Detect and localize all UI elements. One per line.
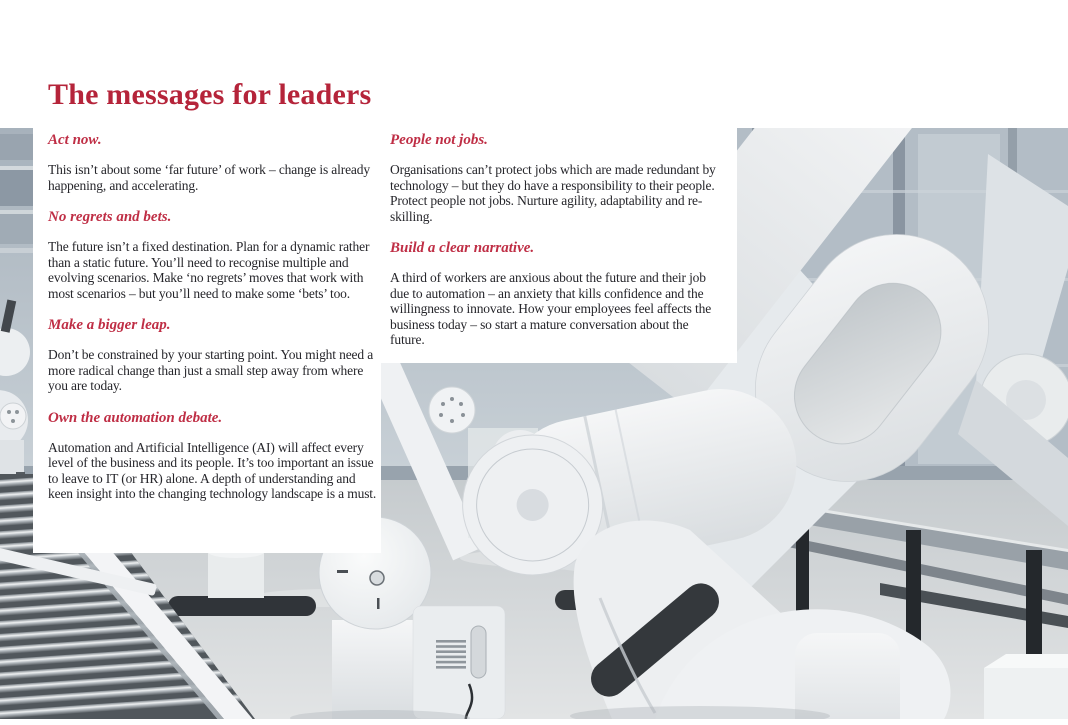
section-heading: No regrets and bets. — [48, 209, 172, 225]
section-body: A third of workers are anxious about the future and their job due to automation – an anxiety that kills confidence and the willingness to innovate. How your employees feel affects the business today – so start a mature conversation about the future. — [390, 270, 712, 347]
message-section-no-regrets — [48, 210, 377, 301]
section-heading: People not jobs. — [390, 132, 488, 148]
section-body: This isn’t about some ‘far future’ of work – change is already happening, and accelerating. — [48, 162, 370, 193]
section-heading: Make a bigger leap. — [48, 317, 171, 333]
message-section-clear-narrative — [390, 241, 723, 348]
left-text-column — [33, 128, 381, 553]
page-title: The messages for leaders — [48, 78, 372, 111]
section-body: Automation and Artificial Intelligence (AI) will affect every level of the business and its people. It’s too important an issue to leave to IT (or HR) alone. A depth of understanding and keen insight into the changing technology landscape is a must. — [48, 439, 377, 501]
message-section-act-now — [48, 133, 377, 193]
section-body: The future isn’t a fixed destination. Plan for a dynamic rather than a static future. You’ll need to recognise multiple and evolving scenarios. Make ‘no regrets’ moves that work with most scenarios – but you’ll need to make some ‘bets’ too. — [48, 239, 370, 301]
section-body: Don’t be constrained by your starting point. You might need a more radical change than just a small step away from where you are today. — [48, 347, 374, 393]
message-section-bigger-leap — [48, 318, 377, 394]
right-text-column — [381, 128, 737, 363]
section-heading: Act now. — [48, 132, 102, 148]
message-section-automation-debate — [48, 411, 377, 502]
section-heading: Own the automation debate. — [48, 409, 223, 426]
message-section-people-not-jobs — [390, 133, 723, 224]
section-body: Organisations can’t protect jobs which are made redundant by technology – but they do have a responsibility to their people. Protect people not jobs. Nurture agility, adaptability and re-skilling. — [390, 162, 716, 224]
section-heading: Build a clear narrative. — [390, 240, 535, 256]
